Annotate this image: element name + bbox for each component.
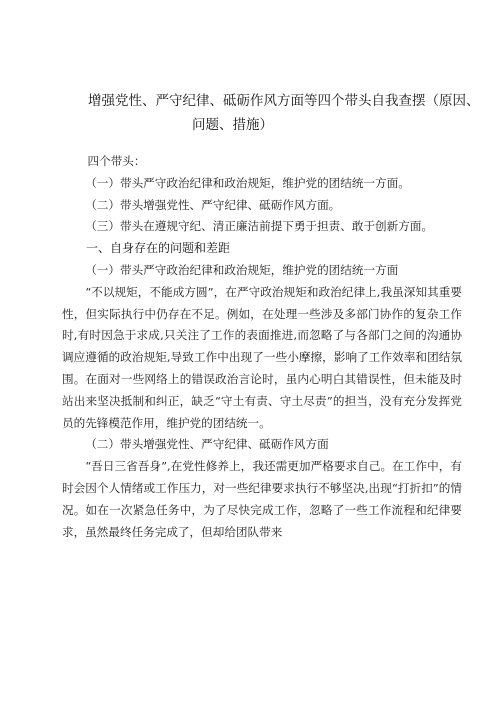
document-title	[88, 89, 480, 137]
subsection-2-paragraph: “吾日三省吾身”,在党性修养上，我还需更加严格要求自己。在工作中，有时会因个人情绪或工作压力，对一些纪律要求执行不够坚决,出现“打折扣”的情况。如在一次紧急任务中，为了尽快完成工作，忽略了一些工作流程和纪律要求，虽然最终任务完成了，但却给团队带来	[62, 459, 462, 539]
section-1-heading: 一、自身存在的问题和差距	[86, 241, 231, 256]
title-line-2: 问题、措施）	[192, 117, 273, 133]
item-3: （三）带头在遵规守纪、清正廉洁前提下勇于担责、敢于创新方面。	[85, 219, 434, 234]
subsection-1-heading: （一）带头严守政治纪律和政治规矩，维护党的团结统一方面	[85, 262, 399, 277]
document-body	[62, 151, 462, 543]
subsection-2-heading: （二）带头增强党性、严守纪律、砥砺作风方面	[85, 437, 329, 452]
title-line-1: 增强党性、严守纪律、砥砺作风方面等四个带头自我查摆（原因、	[88, 93, 480, 109]
item-1: （一）带头严守政治纪律和政治规矩，维护党的团结统一方面。	[85, 175, 410, 190]
intro-label: 四个带头：	[87, 154, 146, 168]
subsection-1-paragraph: “不以规矩，不能成方圆”，在严守政治规矩和政治纪律上,我虽深知其重要性，但实际执行中仍存在不足。例如，在处理一些涉及多部门协作的复杂工作时,有时因急于求成,只关注了工作的表面推进,而忽略了与各部门之间的沟通协调应遵循的政治规矩,导致工作中出现了一些小摩擦，影响了工作效率和团结氛围。在面对一些网络上的错误政治言论时，虽内心明白其错误性，但未能及时站出来坚决抵制和纠正，缺乏“守土有责、守土尽责”的担当，没有充分发挥党员的先锋模范作用，维护党的团结统一。	[62, 284, 462, 430]
item-2: （二）带头增强党性、严守纪律、砥砺作风方面。	[85, 197, 341, 212]
